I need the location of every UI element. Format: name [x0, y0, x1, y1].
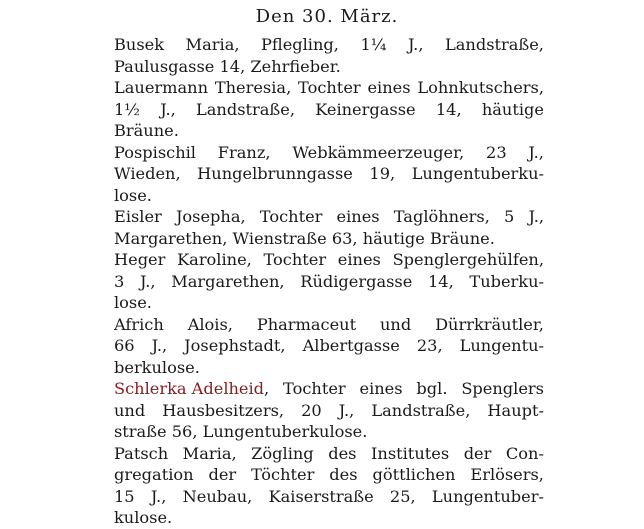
entry-word: häutige	[357, 228, 425, 248]
entry-word: Josephstadt,	[184, 336, 286, 355]
entry-word: Pospischil	[114, 142, 196, 162]
entry-word: und	[114, 400, 146, 420]
entry-continuation-line	[114, 421, 544, 443]
entry-word: und	[379, 314, 412, 334]
entry-word: Neubau,	[182, 486, 253, 506]
entry-continuation-line	[114, 292, 544, 314]
entry-word: Zögling	[251, 443, 314, 463]
entry-word: 19,	[369, 164, 396, 183]
entry-word: J.,	[150, 486, 167, 506]
entry-word: Haupt-	[487, 400, 544, 420]
entry-word: eines	[337, 250, 381, 269]
entry-continuation-line	[114, 228, 544, 250]
entry-word: eines	[336, 207, 380, 226]
entry-word: Lungentuberku-	[411, 164, 544, 183]
entry-word: Dürrkräutler,	[435, 314, 544, 334]
register-entry	[114, 77, 544, 142]
entry-word: Landstraße,	[371, 400, 471, 420]
entry-word: Taglöhners,	[393, 207, 490, 226]
entry-word: Schlerka Adelheid,	[114, 379, 270, 398]
entry-word: Lauermann	[114, 78, 208, 97]
entry-word: J.,	[151, 336, 168, 355]
entry-word: Spenglergehülfen,	[392, 250, 544, 269]
entry-word: 66	[114, 336, 135, 355]
entry-word: eines	[359, 379, 403, 398]
entry-word: Maria,	[182, 443, 237, 463]
entry-continuation-line	[114, 271, 544, 293]
entry-word: Patsch	[114, 443, 169, 463]
entry-word: 23	[486, 142, 507, 162]
entry-word: Albertgasse	[302, 336, 400, 355]
entry-word: Wienstraße	[227, 228, 327, 248]
entry-word: eines	[367, 78, 411, 97]
entry-first-line	[114, 206, 544, 228]
entry-word: Töchter	[251, 465, 315, 484]
entry-word: Con-	[505, 443, 544, 463]
entry-word: Franz,	[217, 142, 271, 162]
entry-word: Eisler	[114, 207, 162, 226]
entry-continuation-line	[114, 99, 544, 121]
entry-word: berkulose.	[114, 357, 200, 377]
entry-word: 15	[114, 486, 135, 506]
entry-word: lose.	[114, 185, 152, 205]
entry-word: Rüdigergasse	[300, 271, 413, 291]
register-entry	[114, 314, 544, 379]
entry-word: 1¼	[360, 35, 387, 54]
entry-continuation-line	[114, 507, 544, 529]
entry-word: Erlösers,	[470, 465, 544, 484]
entry-word: J.,	[528, 142, 544, 162]
entry-word: häutige	[481, 99, 544, 119]
entry-word: Landstraße,	[196, 99, 295, 119]
entry-word: des	[328, 443, 357, 463]
entry-word: 1½	[114, 99, 140, 119]
entry-word: Margarethen,	[171, 271, 285, 291]
entry-word: Bräune.	[424, 228, 495, 248]
entry-word: 63,	[326, 228, 358, 248]
entry-word: Heger	[114, 250, 166, 269]
entry-continuation-line	[114, 185, 544, 207]
entry-word: Institutes	[371, 443, 450, 463]
entry-word: 14,	[427, 271, 454, 291]
register-entry	[114, 249, 544, 314]
entry-word: Webkämmeerzeuger,	[292, 142, 465, 162]
entry-word: Hungelbrunngasse	[197, 164, 353, 183]
entry-word: 5	[504, 207, 515, 226]
entry-word: 14,	[435, 99, 462, 119]
entry-word: der	[463, 443, 492, 463]
entry-continuation-line	[114, 486, 544, 508]
entry-word: J.,	[139, 271, 156, 291]
entry-word: 20	[301, 400, 322, 420]
entry-continuation-line	[114, 400, 544, 422]
entry-word: Pflegling,	[261, 35, 339, 54]
entry-first-line	[114, 77, 544, 99]
register-entry	[114, 443, 544, 529]
entry-word: Paulusgasse 14, Zehrfieber.	[114, 56, 341, 76]
entry-word: Tochter	[298, 78, 361, 97]
entry-continuation-line	[114, 163, 544, 185]
entry-word: Tochter	[259, 207, 323, 226]
entry-word: kulose.	[114, 508, 173, 527]
entry-first-line	[114, 142, 544, 164]
page-header: Den 30. März.	[255, 6, 399, 27]
entry-word: Kaiserstraße	[268, 486, 374, 506]
entry-word: 25,	[389, 486, 416, 506]
death-register-entries	[114, 34, 544, 529]
register-entry	[114, 378, 544, 443]
entry-word: Keinergasse	[315, 99, 416, 119]
entry-word: göttlichen	[372, 465, 456, 484]
entry-continuation-line	[114, 56, 544, 78]
entry-word: Busek	[114, 35, 165, 54]
entry-word: Spenglers	[461, 379, 544, 398]
entry-word: Landstraße,	[445, 35, 544, 54]
entry-word: Lungentuber-	[431, 486, 544, 506]
entry-word: 3	[114, 271, 125, 291]
entry-word: Hausbesitzers,	[162, 400, 285, 420]
entry-word: Alois,	[187, 314, 233, 334]
register-entry	[114, 206, 544, 249]
entry-word: Lungentu-	[459, 336, 544, 355]
entry-first-line	[114, 314, 544, 336]
highlighted-name: Schlerka Adelheid	[114, 379, 265, 398]
entry-first-line	[114, 378, 544, 400]
entry-word: J.,	[407, 35, 424, 54]
entry-word: lose.	[114, 293, 152, 312]
entry-continuation-line	[114, 120, 544, 142]
entry-word: gregation	[114, 465, 194, 484]
entry-first-line	[114, 443, 544, 465]
entry-word: Josepha,	[175, 207, 246, 226]
entry-continuation-line	[114, 464, 544, 486]
entry-word: des	[329, 465, 358, 484]
entry-word: Bräune.	[114, 121, 179, 140]
entry-word: J.,	[528, 207, 544, 226]
entry-word: Karoline,	[177, 250, 252, 269]
entry-word: Tochter	[263, 250, 327, 269]
entry-word: bgl.	[416, 379, 448, 398]
register-entry	[114, 142, 544, 207]
entry-word: straße 56, Lungentuberkulose.	[114, 422, 368, 441]
register-entry	[114, 34, 544, 77]
entry-word: J.,	[160, 99, 176, 119]
entry-word: Pharmaceut	[256, 314, 357, 334]
entry-word: Tuberku-	[469, 271, 544, 291]
entry-first-line	[114, 34, 544, 56]
entry-word: Wieden,	[114, 164, 181, 183]
entry-word: Margarethen,	[114, 228, 228, 248]
entry-word: Lohnkutschers,	[417, 78, 544, 97]
entry-word: Maria,	[185, 35, 240, 54]
entry-word: J.,	[338, 400, 355, 420]
entry-word: Theresia,	[214, 78, 292, 97]
entry-word: der	[208, 465, 237, 484]
entry-continuation-line	[114, 357, 544, 379]
entry-first-line	[114, 249, 544, 271]
entry-word: 23,	[416, 336, 443, 355]
entry-continuation-line	[114, 335, 544, 357]
entry-word: Africh	[114, 314, 164, 334]
entry-word: Tochter	[283, 379, 346, 398]
